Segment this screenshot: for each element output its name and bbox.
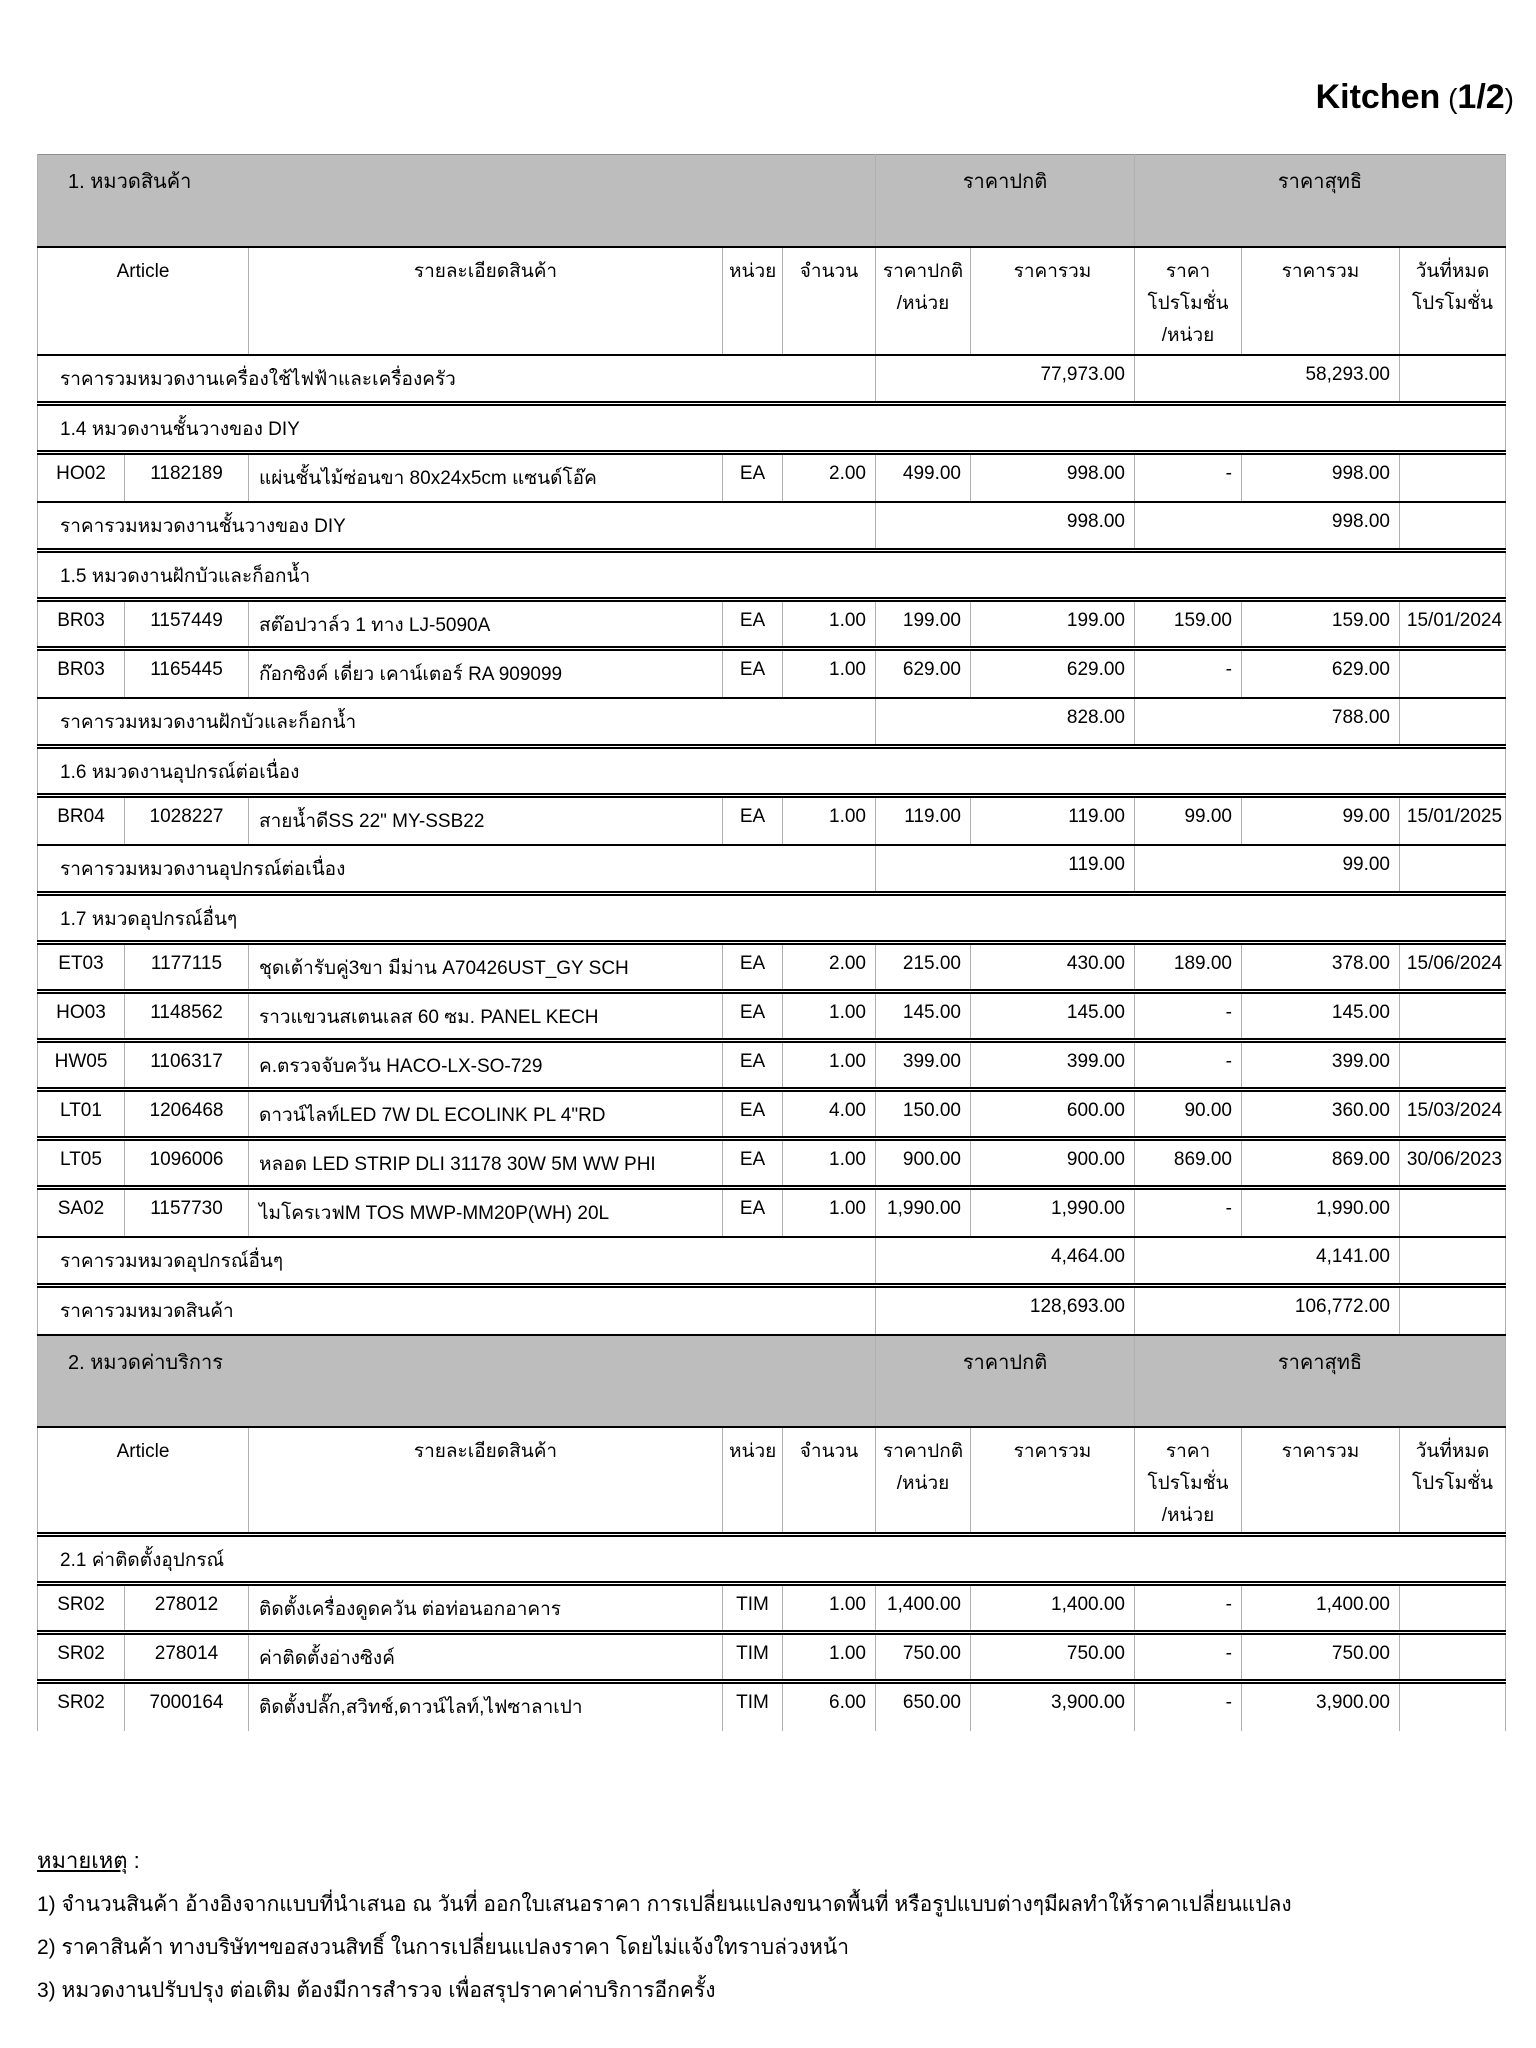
- section-row: [38, 404, 1506, 453]
- summary-label-cell: ราคารวมหมวดงานฝักบัวและก็อกน้ำ: [38, 698, 876, 747]
- item-qty-cell: 1.00: [783, 1633, 876, 1682]
- unit-price-header-cell: ราคาปกติ /หน่วย: [876, 1427, 971, 1535]
- item-total-cell: 998.00: [971, 453, 1135, 502]
- item-promo-total-cell: 360.00: [1242, 1090, 1400, 1139]
- item-article-cell: 1096006: [125, 1139, 249, 1188]
- item-description-cell: ดาวน์ไลท์LED 7W DL ECOLINK PL 4"RD: [249, 1090, 723, 1139]
- summary-net-cell: 99.00: [1135, 845, 1400, 894]
- item-promo-end-cell: [1400, 649, 1506, 698]
- item-row: [38, 1633, 1506, 1682]
- item-description-cell: ไมโครเวฟM TOS MWP-MM20P(WH) 20L: [249, 1188, 723, 1237]
- item-promo-unit-price-cell: 189.00: [1135, 943, 1242, 992]
- item-article-cell: 1106317: [125, 1041, 249, 1090]
- item-promo-unit-price-cell: 90.00: [1135, 1090, 1242, 1139]
- article-header-cell: Article: [38, 1427, 249, 1535]
- qty-header-cell: จำนวน: [783, 1427, 876, 1535]
- item-unit-price-cell: 629.00: [876, 649, 971, 698]
- item-article-cell: 278012: [125, 1584, 249, 1633]
- item-total-cell: 399.00: [971, 1041, 1135, 1090]
- item-article-cell: 1206468: [125, 1090, 249, 1139]
- section-title-cell: 2.1 ค่าติดตั้งอุปกรณ์: [38, 1535, 1506, 1584]
- item-unit-price-cell: 1,990.00: [876, 1188, 971, 1237]
- summary-row: [38, 1237, 1506, 1286]
- item-code-cell: LT05: [38, 1139, 125, 1188]
- item-qty-cell: 1.00: [783, 1139, 876, 1188]
- item-qty-cell: 2.00: [783, 943, 876, 992]
- item-unit-price-cell: 399.00: [876, 1041, 971, 1090]
- page-title-page-number: 1/2: [1457, 78, 1505, 116]
- item-promo-end-cell: [1400, 1682, 1506, 1731]
- item-promo-total-cell: 159.00: [1242, 600, 1400, 649]
- item-unit-cell: EA: [723, 992, 783, 1041]
- item-promo-end-cell: [1400, 453, 1506, 502]
- item-qty-cell: 2.00: [783, 453, 876, 502]
- item-promo-unit-price-cell: 159.00: [1135, 600, 1242, 649]
- item-article-cell: 1182189: [125, 453, 249, 502]
- item-promo-total-cell: 3,900.00: [1242, 1682, 1400, 1731]
- item-promo-total-cell: 378.00: [1242, 943, 1400, 992]
- normal-price-header-cell: ราคาปกติ: [876, 155, 1135, 247]
- item-total-cell: 1,400.00: [971, 1584, 1135, 1633]
- item-code-cell: SR02: [38, 1682, 125, 1731]
- item-unit-cell: EA: [723, 1041, 783, 1090]
- summary-label-cell: ราคารวมหมวดงานอุปกรณ์ต่อเนื่อง: [38, 845, 876, 894]
- summary-row: [38, 698, 1506, 747]
- item-unit-cell: EA: [723, 1139, 783, 1188]
- item-description-cell: ราวแขวนสเตนเลส 60 ซม. PANEL KECH: [249, 992, 723, 1041]
- item-qty-cell: 1.00: [783, 1041, 876, 1090]
- item-total-cell: 600.00: [971, 1090, 1135, 1139]
- item-description-cell: สต๊อปวาล์ว 1 ทาง LJ-5090A: [249, 600, 723, 649]
- item-unit-cell: TIM: [723, 1682, 783, 1731]
- note-line: 1) จำนวนสินค้า อ้างอิงจากแบบที่นำเสนอ ณ วันที่ ออกใบเสนอราคา การเปลี่ยนแปลงขนาดพื้นที่ หรือรูปแบบต่างๆมีผลทำให้ราคาเปลี่ยนแปลง: [37, 1893, 1292, 1916]
- section-title-cell: 1.7 หมวดอุปกรณ์อื่นๆ: [38, 894, 1506, 943]
- item-code-cell: SR02: [38, 1633, 125, 1682]
- summary-date-cell: [1400, 1237, 1506, 1286]
- item-total-cell: 3,900.00: [971, 1682, 1135, 1731]
- section-row: [38, 747, 1506, 796]
- group-header-row: [38, 155, 1506, 247]
- item-unit-cell: EA: [723, 453, 783, 502]
- promo-unit-price-header-cell: ราคา โปรโมชั่น /หน่วย: [1135, 1427, 1242, 1535]
- item-promo-total-cell: 998.00: [1242, 453, 1400, 502]
- net-price-header-cell: ราคาสุทธิ: [1135, 155, 1506, 247]
- summary-total-cell: 998.00: [876, 502, 1135, 551]
- unit-price-header-cell: ราคาปกติ /หน่วย: [876, 247, 971, 355]
- item-description-cell: หลอด LED STRIP DLI 31178 30W 5M WW PHI: [249, 1139, 723, 1188]
- item-promo-end-cell: [1400, 1633, 1506, 1682]
- item-row: [38, 600, 1506, 649]
- unit-header-cell: หน่วย: [723, 1427, 783, 1535]
- quotation-table: [37, 154, 1506, 1731]
- item-article-cell: 1157730: [125, 1188, 249, 1237]
- item-promo-unit-price-cell: -: [1135, 1682, 1242, 1731]
- item-promo-total-cell: 145.00: [1242, 992, 1400, 1041]
- net-price-header-cell: ราคาสุทธิ: [1135, 1335, 1506, 1427]
- item-unit-price-cell: 199.00: [876, 600, 971, 649]
- item-row: [38, 1139, 1506, 1188]
- item-promo-unit-price-cell: -: [1135, 992, 1242, 1041]
- promo-end-header-cell: วันที่หมด โปรโมชั่น: [1400, 247, 1506, 355]
- promo-unit-price-header-cell: ราคา โปรโมชั่น /หน่วย: [1135, 247, 1242, 355]
- item-total-cell: 119.00: [971, 796, 1135, 845]
- section-title-cell: 1.6 หมวดงานอุปกรณ์ต่อเนื่อง: [38, 747, 1506, 796]
- section-row: [38, 1535, 1506, 1584]
- item-total-cell: 145.00: [971, 992, 1135, 1041]
- item-unit-cell: EA: [723, 1090, 783, 1139]
- page-title-close-paren: ): [1504, 83, 1514, 114]
- item-description-cell: ติดตั้งปลั๊ก,สวิทช์,ดาวน์ไลท์,ไฟซาลาเปา: [249, 1682, 723, 1731]
- item-unit-cell: EA: [723, 600, 783, 649]
- item-promo-unit-price-cell: -: [1135, 1633, 1242, 1682]
- item-description-cell: แผ่นชั้นไม้ซ่อนขา 80x24x5cm แซนด์โอ๊ค: [249, 453, 723, 502]
- summary-net-cell: 998.00: [1135, 502, 1400, 551]
- item-unit-cell: TIM: [723, 1584, 783, 1633]
- normal-price-header-cell: ราคาปกติ: [876, 1335, 1135, 1427]
- summary-date-cell: [1400, 845, 1506, 894]
- notes-heading-colon: :: [127, 1848, 140, 1873]
- item-article-cell: 1157449: [125, 600, 249, 649]
- summary-net-cell: 4,141.00: [1135, 1237, 1400, 1286]
- item-unit-price-cell: 145.00: [876, 992, 971, 1041]
- item-unit-cell: EA: [723, 649, 783, 698]
- item-row: [38, 1041, 1506, 1090]
- item-promo-end-cell: 15/01/2025: [1400, 796, 1506, 845]
- price-table-body: [38, 155, 1506, 1731]
- item-promo-unit-price-cell: -: [1135, 453, 1242, 502]
- note-line: 3) หมวดงานปรับปรุง ต่อเติม ต้องมีการสำรวจ เพื่อสรุปราคาค่าบริการอีกครั้ง: [37, 1979, 716, 2002]
- item-promo-end-cell: [1400, 1041, 1506, 1090]
- total-header-cell: ราคารวม: [971, 1427, 1135, 1535]
- item-code-cell: BR03: [38, 600, 125, 649]
- summary-label-cell: ราคารวมหมวดงานเครื่องใช้ไฟฟ้าและเครื่องครัว: [38, 355, 876, 404]
- promo-total-header-cell: ราคารวม: [1242, 247, 1400, 355]
- item-promo-end-cell: 15/03/2024: [1400, 1090, 1506, 1139]
- section-row: [38, 551, 1506, 600]
- item-promo-total-cell: 399.00: [1242, 1041, 1400, 1090]
- item-row: [38, 1188, 1506, 1237]
- item-article-cell: 1165445: [125, 649, 249, 698]
- summary-label-cell: ราคารวมหมวดสินค้า: [38, 1286, 876, 1335]
- summary-label-cell: ราคารวมหมวดอุปกรณ์อื่นๆ: [38, 1237, 876, 1286]
- summary-total-cell: 828.00: [876, 698, 1135, 747]
- item-code-cell: BR03: [38, 649, 125, 698]
- item-article-cell: 1148562: [125, 992, 249, 1041]
- qty-header-cell: จำนวน: [783, 247, 876, 355]
- item-promo-end-cell: [1400, 992, 1506, 1041]
- item-qty-cell: 1.00: [783, 992, 876, 1041]
- section-title-cell: 1.4 หมวดงานชั้นวางของ DIY: [38, 404, 1506, 453]
- item-code-cell: HO02: [38, 453, 125, 502]
- description-header-cell: รายละเอียดสินค้า: [249, 1427, 723, 1535]
- item-unit-price-cell: 900.00: [876, 1139, 971, 1188]
- item-qty-cell: 1.00: [783, 600, 876, 649]
- item-code-cell: SR02: [38, 1584, 125, 1633]
- item-qty-cell: 1.00: [783, 1584, 876, 1633]
- unit-header-cell: หน่วย: [723, 247, 783, 355]
- promo-end-header-cell: วันที่หมด โปรโมชั่น: [1400, 1427, 1506, 1535]
- summary-row: [38, 502, 1506, 551]
- item-code-cell: HW05: [38, 1041, 125, 1090]
- item-qty-cell: 1.00: [783, 796, 876, 845]
- item-row: [38, 1090, 1506, 1139]
- summary-total-cell: 128,693.00: [876, 1286, 1135, 1335]
- item-article-cell: 7000164: [125, 1682, 249, 1731]
- item-article-cell: 278014: [125, 1633, 249, 1682]
- item-promo-total-cell: 1,400.00: [1242, 1584, 1400, 1633]
- summary-label-cell: ราคารวมหมวดงานชั้นวางของ DIY: [38, 502, 876, 551]
- item-description-cell: สายน้ำดีSS 22" MY-SSB22: [249, 796, 723, 845]
- item-promo-total-cell: 629.00: [1242, 649, 1400, 698]
- item-article-cell: 1177115: [125, 943, 249, 992]
- item-description-cell: ชุดเต้ารับคู่3ขา มีม่าน A70426UST_GY SCH: [249, 943, 723, 992]
- item-description-cell: ค.ตรวจจับควัน HACO-LX-SO-729: [249, 1041, 723, 1090]
- item-qty-cell: 1.00: [783, 649, 876, 698]
- item-unit-price-cell: 499.00: [876, 453, 971, 502]
- item-unit-price-cell: 150.00: [876, 1090, 971, 1139]
- item-promo-end-cell: 15/06/2024: [1400, 943, 1506, 992]
- summary-row: [38, 355, 1506, 404]
- item-qty-cell: 4.00: [783, 1090, 876, 1139]
- item-code-cell: LT01: [38, 1090, 125, 1139]
- item-promo-end-cell: [1400, 1188, 1506, 1237]
- notes-block: [37, 1843, 1497, 2021]
- page-title-product: Kitchen: [1315, 78, 1441, 116]
- item-unit-cell: EA: [723, 1188, 783, 1237]
- section-title-cell: 1.5 หมวดงานฝักบัวและก็อกน้ำ: [38, 551, 1506, 600]
- summary-total-cell: 119.00: [876, 845, 1135, 894]
- page-title: [1316, 78, 1514, 117]
- column-header-row: [38, 1427, 1506, 1535]
- item-total-cell: 199.00: [971, 600, 1135, 649]
- item-promo-total-cell: 99.00: [1242, 796, 1400, 845]
- item-total-cell: 1,990.00: [971, 1188, 1135, 1237]
- item-total-cell: 750.00: [971, 1633, 1135, 1682]
- item-qty-cell: 1.00: [783, 1188, 876, 1237]
- item-code-cell: HO03: [38, 992, 125, 1041]
- item-unit-price-cell: 119.00: [876, 796, 971, 845]
- item-description-cell: ติดตั้งเครื่องดูดควัน ต่อท่อนอกอาคาร: [249, 1584, 723, 1633]
- description-header-cell: รายละเอียดสินค้า: [249, 247, 723, 355]
- item-total-cell: 629.00: [971, 649, 1135, 698]
- group-title-cell: 1. หมวดสินค้า: [38, 155, 876, 247]
- item-promo-unit-price-cell: -: [1135, 1041, 1242, 1090]
- item-code-cell: BR04: [38, 796, 125, 845]
- item-article-cell: 1028227: [125, 796, 249, 845]
- note-line: 2) ราคาสินค้า ทางบริษัทฯขอสงวนสิทธิ์ ในการเปลี่ยนแปลงราคา โดยไม่แจ้งใทราบล่วงหน้า: [37, 1936, 850, 1959]
- item-unit-price-cell: 750.00: [876, 1633, 971, 1682]
- item-total-cell: 900.00: [971, 1139, 1135, 1188]
- section-row: [38, 894, 1506, 943]
- item-promo-unit-price-cell: 869.00: [1135, 1139, 1242, 1188]
- article-header-cell: Article: [38, 247, 249, 355]
- item-promo-end-cell: 30/06/2023: [1400, 1139, 1506, 1188]
- item-unit-price-cell: 650.00: [876, 1682, 971, 1731]
- total-header-cell: ราคารวม: [971, 247, 1135, 355]
- group-title-cell: 2. หมวดค่าบริการ: [38, 1335, 876, 1427]
- item-total-cell: 430.00: [971, 943, 1135, 992]
- item-row: [38, 1584, 1506, 1633]
- promo-total-header-cell: ราคารวม: [1242, 1427, 1400, 1535]
- item-row: [38, 992, 1506, 1041]
- summary-net-cell: 788.00: [1135, 698, 1400, 747]
- item-unit-cell: EA: [723, 796, 783, 845]
- item-code-cell: SA02: [38, 1188, 125, 1237]
- item-unit-price-cell: 1,400.00: [876, 1584, 971, 1633]
- page-title-open-paren: (: [1440, 83, 1458, 114]
- summary-net-cell: 58,293.00: [1135, 355, 1400, 404]
- notes-heading-text: หมายเหตุ: [37, 1848, 128, 1873]
- item-row: [38, 1682, 1506, 1731]
- summary-date-cell: [1400, 698, 1506, 747]
- item-row: [38, 649, 1506, 698]
- item-description-cell: ก๊อกซิงค์ เดี่ยว เคาน์เตอร์ RA 909099: [249, 649, 723, 698]
- item-code-cell: ET03: [38, 943, 125, 992]
- summary-total-cell: 4,464.00: [876, 1237, 1135, 1286]
- summary-date-cell: [1400, 502, 1506, 551]
- summary-row: [38, 1286, 1506, 1335]
- item-description-cell: ค่าติดตั้งอ่างซิงค์: [249, 1633, 723, 1682]
- notes-heading: [37, 1843, 1497, 1878]
- item-row: [38, 943, 1506, 992]
- item-unit-price-cell: 215.00: [876, 943, 971, 992]
- column-header-row: [38, 247, 1506, 355]
- summary-row: [38, 845, 1506, 894]
- item-promo-total-cell: 1,990.00: [1242, 1188, 1400, 1237]
- item-promo-total-cell: 750.00: [1242, 1633, 1400, 1682]
- item-promo-unit-price-cell: -: [1135, 649, 1242, 698]
- item-promo-end-cell: 15/01/2024: [1400, 600, 1506, 649]
- group-header-row: [38, 1335, 1506, 1427]
- item-unit-cell: EA: [723, 943, 783, 992]
- item-promo-unit-price-cell: -: [1135, 1584, 1242, 1633]
- summary-total-cell: 77,973.00: [876, 355, 1135, 404]
- item-promo-unit-price-cell: -: [1135, 1188, 1242, 1237]
- item-unit-cell: TIM: [723, 1633, 783, 1682]
- summary-date-cell: [1400, 1286, 1506, 1335]
- item-promo-unit-price-cell: 99.00: [1135, 796, 1242, 845]
- item-row: [38, 796, 1506, 845]
- item-row: [38, 453, 1506, 502]
- summary-date-cell: [1400, 355, 1506, 404]
- item-promo-total-cell: 869.00: [1242, 1139, 1400, 1188]
- item-qty-cell: 6.00: [783, 1682, 876, 1731]
- item-promo-end-cell: [1400, 1584, 1506, 1633]
- summary-net-cell: 106,772.00: [1135, 1286, 1400, 1335]
